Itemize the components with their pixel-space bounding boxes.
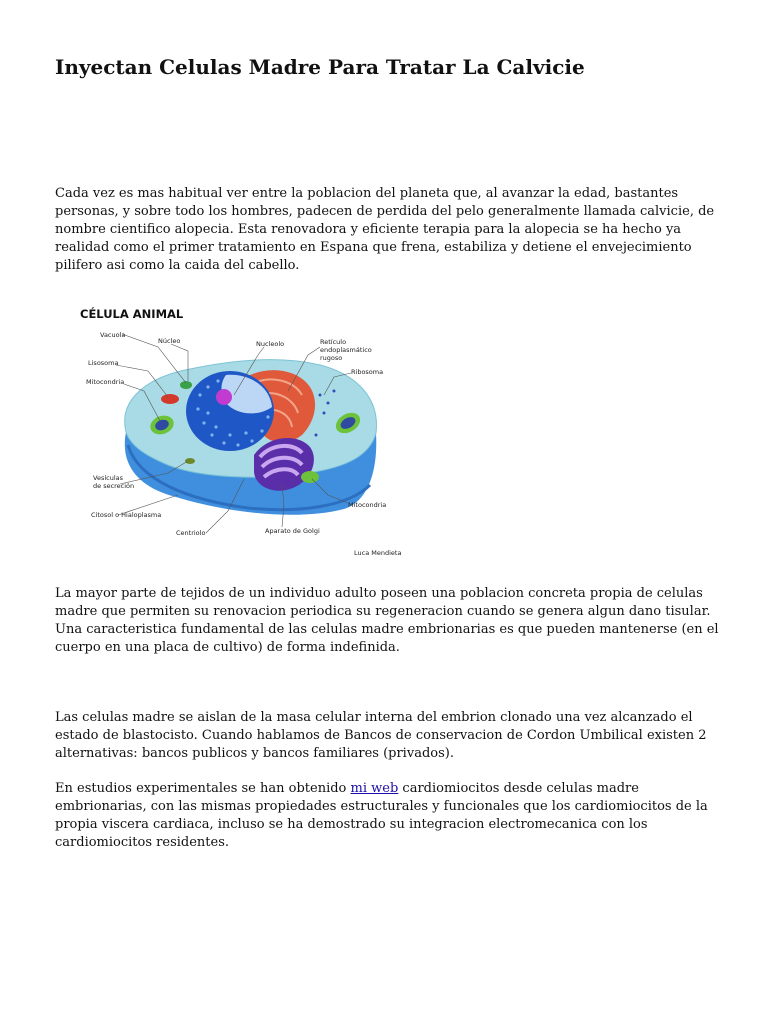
label-mitocondria-left: Mitocondria: [86, 378, 125, 386]
label-lisosoma: Lisosoma: [88, 359, 119, 367]
paragraph-intro: Cada vez es mas habitual ver entre la poblacion del planeta que, al avanzar la edad, bastantes personas, y sobre todo los hombres, padecen de perdida del pelo generalmente llamada calvicie, de nombre cientifico alopecia. Esta renovadora y eficiente terapia para la alopecia se ha hecho ya realidad como el primer tratamiento en Espana que frena, estabiliza y detiene el envejecimiento pilifero asi como la caida del cabello.: [55, 186, 715, 273]
nucleolus: [216, 389, 232, 405]
paragraph-experiments-start: En estudios experimentales se han obtenido: [55, 781, 351, 796]
label-nucleo: Núcleo: [158, 337, 181, 345]
paragraph-experiments-end: cardiomiocitos desde celulas madre embrionarias, con las mismas propiedades estructurales y funcionales que los cardiomiocitos de la propia viscera cardiaca, incluso se ha demostrado su integracion electromecanica con los cardiomiocitos residentes.: [55, 781, 708, 850]
mi-web-link[interactable]: mi web: [350, 781, 399, 796]
label-vacuola: Vacuola: [100, 331, 126, 339]
page-title: Inyectan Celulas Madre Para Tratar La Calvicie: [55, 55, 585, 79]
label-ribosoma: Ribosoma: [351, 368, 384, 376]
label-citosol: Citosol o Hialoplasma: [91, 511, 162, 519]
vacuole: [180, 381, 192, 389]
secretion-vesicle: [185, 458, 195, 464]
paragraph-tissues: La mayor parte de tejidos de un individuo adulto poseen una poblacion concreta propia de celulas madre que permiten su renovacion periodica su regeneracion cuando se genera algun dano tisular. Una caracteristica fundamental de las celulas madre embrionarias es que pueden mantenerse (en el cuerpo en una placa de cultivo) de forma indefinida.: [55, 586, 719, 655]
label-mitocondria-right: Mitocondria: [348, 501, 387, 509]
paragraph-isolation: Las celulas madre se aislan de la masa celular interna del embrion clonado una vez alcanzado el estado de blastocisto. Cuando hablamos de Bancos de conservacion de Cordon Umbilical existen 2 alternativas: bancos publicos y bancos familiares (privados).: [55, 710, 707, 761]
label-vesiculas-2: de secreción: [93, 482, 135, 490]
paragraph-experiments: [55, 780, 720, 852]
label-reticulo-2: endoplasmático: [320, 346, 372, 354]
label-nucleolo: Nucleolo: [256, 340, 285, 348]
label-vesiculas-1: Vesículas: [93, 474, 124, 482]
label-reticulo-1: Retículo: [320, 338, 347, 346]
diagram-credit: Luca Mendieta: [354, 549, 402, 557]
label-centriolo: Centriolo: [176, 529, 206, 537]
lysosome: [161, 394, 179, 404]
animal-cell-diagram: [58, 295, 414, 567]
label-reticulo-3: rugoso: [320, 354, 343, 362]
label-golgi: Aparato de Golgi: [265, 527, 320, 535]
diagram-title: CÉLULA ANIMAL: [80, 307, 184, 321]
